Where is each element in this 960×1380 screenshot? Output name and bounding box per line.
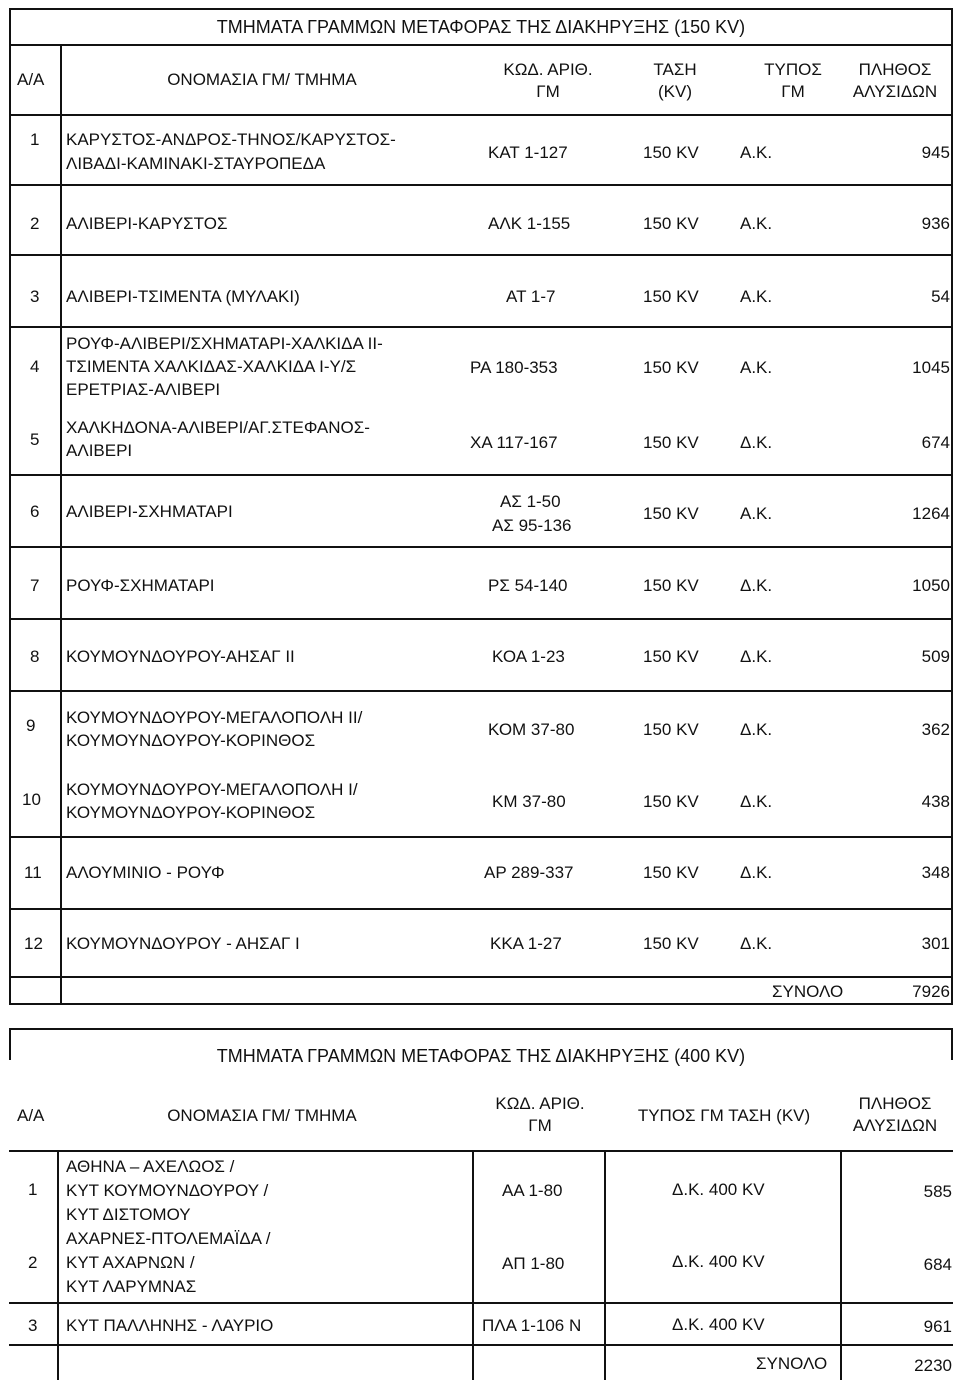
cell-count: 348 (921, 863, 950, 882)
cell-aa: 1 (28, 1180, 38, 1199)
cell-aa: 4 (30, 357, 40, 376)
cell-type: Δ.Κ. (740, 792, 773, 811)
total-value: 7926 (912, 982, 950, 1001)
cell-type: Α.Κ. (740, 504, 773, 523)
cell-volt: 150 KV (643, 504, 699, 523)
cell-name: ΚΥΤ ΚΟΥΜΟΥΝΔΟΥΡΟΥ / (66, 1181, 269, 1200)
cell-name: ΤΣΙΜΕΝΤΑ ΧΑΛΚΙΔΑΣ-ΧΑΛΚΙΔΑ Ι-Υ/Σ (66, 357, 357, 376)
cell-aa: 3 (28, 1316, 38, 1335)
total-label: ΣΥΝΟΛΟ (772, 982, 844, 1001)
header-volt-2: (KV) (658, 82, 692, 101)
cell-name: ΑΛΙΒΕΡΙ (66, 441, 133, 460)
header-count-1: ΠΛΗΘΟΣ (858, 1094, 932, 1113)
cell-type: Δ.Κ. (740, 433, 773, 452)
cell-volt: 150 KV (643, 720, 699, 739)
cell-aa: 12 (24, 934, 43, 953)
header-type-2: ΓΜ (781, 82, 805, 101)
cell-count: 54 (931, 287, 950, 306)
cell-name: ΚΥΤ ΠΑΛΛΗΝΗΣ - ΛΑΥΡΙΟ (66, 1316, 274, 1335)
cell-type-volt: Δ.Κ. 400 KV (672, 1252, 765, 1271)
cell-count: 1264 (912, 504, 950, 523)
cell-type: Δ.Κ. (740, 863, 773, 882)
cell-count: 438 (921, 792, 950, 811)
cell-volt: 150 KV (643, 287, 699, 306)
cell-name: ΚΟΥΜΟΥΝΔΟΥΡΟΥ-ΚΟΡΙΝΘΟΣ (66, 803, 316, 822)
header-code-2: ΓΜ (528, 1116, 552, 1135)
cell-aa: 2 (30, 214, 40, 233)
cell-code: ΑΣ 1-50 (500, 492, 561, 511)
cell-code: ΑΛΚ 1-155 (488, 214, 571, 233)
cell-code: ΑΣ 95-136 (492, 516, 572, 535)
cell-code: ΠΛΑ 1-106 Ν (482, 1316, 582, 1335)
cell-type: Δ.Κ. (740, 720, 773, 739)
header-aa: Α/Α (17, 1106, 45, 1125)
header-code-1: ΚΩΔ. ΑΡΙΘ. (495, 1094, 585, 1113)
cell-code: ΚΚΑ 1-27 (490, 934, 562, 953)
cell-code: ΚΟΜ 37-80 (488, 720, 575, 739)
cell-type: Α.Κ. (740, 214, 773, 233)
cell-aa: 3 (30, 287, 40, 306)
cell-type: Δ.Κ. (740, 576, 773, 595)
table-400-title: ΤΜΗΜΑΤΑ ΓΡΑΜΜΩΝ ΜΕΤΑΦΟΡΑΣ ΤΗΣ ΔΙΑΚΗΡΥΞΗΣ (400 KV) (216, 1046, 746, 1066)
cell-type: Α.Κ. (740, 143, 773, 162)
cell-aa: 5 (30, 430, 40, 449)
header-name: ΟΝΟΜΑΣΙΑ ΓΜ/ ΤΜΗΜΑ (167, 1106, 357, 1125)
cell-name: ΚΥΤ ΔΙΣΤΟΜΟΥ (66, 1205, 191, 1224)
cell-aa: 11 (24, 863, 42, 882)
cell-name: ΑΛΙΒΕΡΙ-ΚΑΡΥΣΤΟΣ (66, 214, 228, 233)
cell-aa: 1 (30, 130, 40, 149)
cell-code: ΚΟΑ 1-23 (492, 647, 565, 666)
cell-code: ΑΡ 289-337 (484, 863, 574, 882)
cell-count: 585 (923, 1182, 952, 1201)
cell-aa: 7 (30, 576, 40, 595)
header-count-2: ΑΛΥΣΙΔΩΝ (852, 82, 938, 101)
cell-name: ΚΥΤ ΑΧΑΡΝΩΝ / (66, 1253, 195, 1272)
cell-count: 509 (921, 647, 950, 666)
cell-name: ΚΟΥΜΟΥΝΔΟΥΡΟΥ-ΚΟΡΙΝΘΟΣ (66, 731, 316, 750)
header-type-1: ΤΥΠΟΣ (764, 60, 822, 79)
cell-count: 1045 (912, 358, 950, 377)
cell-volt: 150 KV (643, 576, 699, 595)
cell-name: ΕΡΕΤΡΙΑΣ-ΑΛΙΒΕΡΙ (66, 380, 221, 399)
header-volt-1: ΤΑΣΗ (653, 60, 697, 79)
cell-code: ΑΑ 1-80 (502, 1181, 563, 1200)
cell-count: 674 (921, 433, 950, 452)
total-label: ΣΥΝΟΛΟ (756, 1354, 828, 1373)
header-type-volt: ΤΥΠΟΣ ΓΜ ΤΑΣΗ (KV) (637, 1106, 811, 1125)
cell-volt: 150 KV (643, 433, 699, 452)
cell-type: Δ.Κ. (740, 934, 773, 953)
cell-volt: 150 KV (643, 358, 699, 377)
header-aa: Α/Α (17, 70, 45, 89)
cell-count: 936 (921, 214, 950, 233)
header-code-1: ΚΩΔ. ΑΡΙΘ. (503, 60, 593, 79)
cell-name: ΚΥΤ ΛΑΡΥΜΝΑΣ (66, 1277, 197, 1296)
cell-code: ΑΤ 1-7 (506, 287, 556, 306)
cell-name: ΡΟΥΦ-ΣΧΗΜΑΤΑΡΙ (66, 576, 215, 595)
cell-name: ΚΟΥΜΟΥΝΔΟΥΡΟΥ-ΜΕΓΑΛΟΠΟΛΗ Ι/ (66, 780, 358, 799)
cell-name: ΚΑΡΥΣΤΟΣ-ΑΝΔΡΟΣ-ΤΗΝΟΣ/ΚΑΡΥΣΤΟΣ- (66, 130, 396, 149)
cell-type-volt: Δ.Κ. 400 KV (672, 1315, 765, 1334)
cell-name: ΑΘΗΝΑ – ΑΧΕΛΩΟΣ / (66, 1157, 235, 1176)
cell-code: ΚΜ 37-80 (492, 792, 566, 811)
cell-type: Α.Κ. (740, 287, 773, 306)
header-count-2: ΑΛΥΣΙΔΩΝ (852, 1116, 938, 1135)
cell-count: 1050 (912, 576, 950, 595)
header-name: ΟΝΟΜΑΣΙΑ ΓΜ/ ΤΜΗΜΑ (167, 70, 357, 89)
cell-code: ΡΣ 54-140 (488, 576, 568, 595)
cell-name: ΑΛΟΥΜΙΝΙΟ - ΡΟΥΦ (66, 863, 225, 882)
cell-code: ΡΑ 180-353 (470, 358, 558, 377)
cell-volt: 150 KV (643, 647, 699, 666)
cell-name: ΚΟΥΜΟΥΝΔΟΥΡΟΥ-ΑΗΣΑΓ ΙΙ (66, 647, 295, 666)
cell-count: 961 (923, 1317, 952, 1336)
header-count-1: ΠΛΗΘΟΣ (858, 60, 932, 79)
cell-name: ΚΟΥΜΟΥΝΔΟΥΡΟΥ-ΜΕΓΑΛΟΠΟΛΗ ΙΙ/ (66, 708, 363, 727)
cell-aa: 6 (30, 502, 40, 521)
cell-code: ΧΑ 117-167 (470, 433, 558, 452)
cell-name: ΧΑΛΚΗΔΟΝΑ-ΑΛΙΒΕΡΙ/ΑΓ.ΣΤΕΦΑΝΟΣ- (66, 418, 370, 437)
cell-aa: 9 (26, 716, 36, 735)
cell-count: 362 (921, 720, 950, 739)
cell-type-volt: Δ.Κ. 400 KV (672, 1180, 765, 1199)
cell-aa: 8 (30, 647, 40, 666)
cell-count: 945 (921, 143, 950, 162)
cell-type: Δ.Κ. (740, 647, 773, 666)
cell-name: ΡΟΥΦ-ΑΛΙΒΕΡΙ/ΣΧΗΜΑΤΑΡΙ-ΧΑΛΚΙΔΑ ΙΙ- (66, 334, 383, 353)
cell-count: 684 (923, 1255, 952, 1274)
cell-volt: 150 KV (643, 792, 699, 811)
cell-name: ΑΛΙΒΕΡΙ-ΤΣΙΜΕΝΤΑ (ΜΥΛΑΚΙ) (66, 287, 300, 306)
cell-name: ΑΧΑΡΝΕΣ-ΠΤΟΛΕΜΑΪΔΑ / (66, 1229, 271, 1248)
cell-volt: 150 KV (643, 863, 699, 882)
cell-volt: 150 KV (643, 934, 699, 953)
cell-code: ΑΠ 1-80 (502, 1254, 565, 1273)
cell-name: ΛΙΒΑΔΙ-ΚΑΜΙΝΑΚΙ-ΣΤΑΥΡΟΠΕΔΑ (66, 154, 326, 173)
table-150-title: ΤΜΗΜΑΤΑ ΓΡΑΜΜΩΝ ΜΕΤΑΦΟΡΑΣ ΤΗΣ ΔΙΑΚΗΡΥΞΗΣ (150 KV) (216, 17, 746, 37)
cell-type: Α.Κ. (740, 358, 773, 377)
cell-name: ΑΛΙΒΕΡΙ-ΣΧΗΜΑΤΑΡΙ (66, 502, 233, 521)
cell-aa: 2 (28, 1253, 38, 1272)
cell-volt: 150 KV (643, 143, 699, 162)
cell-code: ΚΑΤ 1-127 (488, 143, 568, 162)
cell-volt: 150 KV (643, 214, 699, 233)
header-code-2: ΓΜ (536, 82, 560, 101)
cell-name: ΚΟΥΜΟΥΝΔΟΥΡΟΥ - ΑΗΣΑΓ Ι (66, 934, 300, 953)
cell-aa: 10 (22, 790, 41, 809)
cell-count: 301 (921, 934, 950, 953)
total-value: 2230 (914, 1356, 952, 1375)
